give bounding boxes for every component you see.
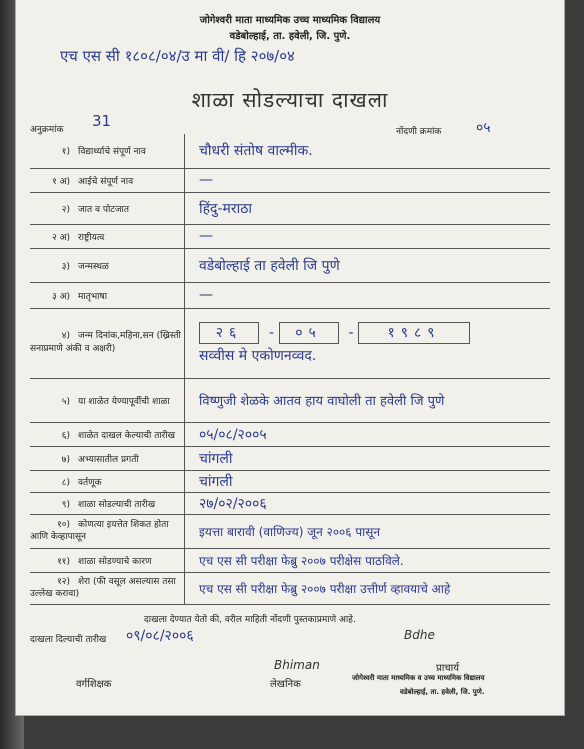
dob-day: २६	[199, 322, 259, 344]
row-label: शाळा सोडण्याचे कारण	[78, 556, 152, 567]
table-row: २) जात व पोटजात हिंदु-मराठा	[30, 192, 550, 224]
table-row: १२) शेरा (फी वसूल असल्यास तसा उल्लेख करावा) एच एस सी परीक्षा फेब्रु २००७ परीक्षा उत्तीर्ण व्हावयाचे आहे	[30, 572, 550, 604]
certificate-sheet	[16, 0, 564, 715]
issue-date-label: दाखला दिल्याची तारीख	[30, 635, 107, 645]
table-row: १) विद्यार्थ्याचे संपूर्ण नाव चौधरी संतोष वाल्मीक.	[30, 134, 550, 168]
row-value: विष्णुजी शेळके आतव हाय वाघोली ता हवेली जि पुणे	[185, 378, 551, 422]
row-label: जात व पोटजात	[78, 204, 129, 215]
row-label: वर्तणूक	[78, 477, 102, 488]
row-value: चांगली	[185, 470, 551, 492]
certificate-title: शाळा सोडल्याचा दाखला	[191, 88, 389, 112]
dob-words: सव्वीस मे एकोणनव्वद.	[199, 347, 317, 364]
row-value: —	[185, 224, 551, 248]
row-label: राष्ट्रीयत्व	[78, 232, 105, 243]
stamp-line-1: जोगेश्वरी माता माध्यमिक व उच्च माध्यमिक विद्यालय	[352, 674, 485, 682]
recognition-number: एच एस सी १८०८/०४/उ मा वी/ हि २०७/०४	[60, 47, 295, 65]
row-value: —	[185, 168, 551, 192]
principal-signature: Bdhe	[404, 628, 435, 642]
table-row: ३) जन्मस्थळ वडेबोल्हाई ता हवेली जि पुणे	[30, 248, 550, 282]
row-value: एच एस सी परीक्षा फेब्रु २००७ परीक्षा उत्तीर्ण व्हावयाचे आहे	[185, 572, 551, 604]
table-row: ९) शाळा सोडल्याची तारीख २७/०२/२००६	[30, 492, 550, 514]
row-label: अभ्यासातील प्रगती	[78, 454, 139, 465]
register-label: नोंदणी क्रमांक	[396, 127, 442, 137]
row-value: चांगली	[185, 446, 551, 470]
clerk-label: लेखनिक	[270, 679, 301, 690]
row-label: शाळा सोडल्याची तारीख	[78, 499, 156, 510]
serial-number: 31	[92, 112, 112, 130]
serial-label: अनुक्रमांक	[30, 125, 64, 135]
table-row: ४) जन्म दिनांक,महिना,सन (ख्रिस्ती सनाप्रमाणे अंकी व अक्षरी) २६ - ०५ - १९८९ सव्वीस मे एकोणनव्वद.	[30, 308, 550, 378]
table-row: ११) शाळा सोडण्याचे कारण एच एस सी परीक्षा फेब्रु २००७ परीक्षेस पाठविले.	[30, 548, 550, 572]
register-number: ०५	[476, 120, 491, 136]
row-value: २७/०२/२००६	[185, 492, 551, 514]
table-row: ५) या शाळेत येण्यापूर्वीची शाळा विष्णुजी शेळके आतव हाय वाघोली ता हवेली जि पुणे	[30, 378, 550, 422]
row-label: जन्मस्थळ	[78, 261, 109, 272]
row-label: या शाळेत येण्यापूर्वीची शाळा	[78, 396, 170, 407]
row-value: एच एस सी परीक्षा फेब्रु २००७ परीक्षेस पाठविले.	[185, 548, 551, 572]
row-value: —	[185, 282, 551, 308]
row-label: आईचे संपूर्ण नाव	[78, 176, 134, 187]
table-row: १०) कोणत्या इयत्तेत शिकत होता आणि केव्हापासून इयत्ता बारावी (वाणिज्य) जून २००६ पासून	[30, 514, 550, 548]
row-value: चौधरी संतोष वाल्मीक.	[185, 134, 551, 168]
table-row: ८) वर्तणूक चांगली	[30, 470, 550, 492]
row-label: विद्यार्थ्याचे संपूर्ण नाव	[78, 147, 146, 158]
details-table	[30, 134, 550, 605]
table-row: ३ अ) मातृभाषा —	[30, 282, 550, 308]
row-label: शेरा (फी वसूल असल्यास तसा उल्लेख करावा)	[30, 577, 176, 599]
row-value: हिंदु-मराठा	[185, 192, 551, 224]
class-teacher-label: वर्गशिक्षक	[76, 679, 112, 690]
row-value: ०५/०८/२००५	[185, 422, 551, 446]
principal-label: प्राचार्य	[436, 663, 460, 674]
row-label: कोणत्या इयत्तेत शिकत होता आणि केव्हापासून	[30, 520, 169, 542]
school-address: वडेबोल्हाई, ता. हवेली, जि. पुणे.	[229, 31, 351, 42]
issue-date-value: ०९/०८/२००६	[126, 628, 194, 644]
row-label: जन्म दिनांक,महिना,सन (ख्रिस्ती सनाप्रमाणे अंकी व अक्षरी)	[30, 331, 181, 354]
dob-year: १९८९	[358, 322, 470, 344]
dob-month: ०५	[279, 322, 339, 344]
school-name: जोगेश्वरी माता माध्यमिक उच्च माध्यमिक विद्यालय	[199, 15, 381, 26]
table-row: ६) शाळेत दाखल केल्याची तारीख ०५/०८/२००५	[30, 422, 550, 446]
row-value: इयत्ता बारावी (वाणिज्य) जून २००६ पासून	[185, 514, 551, 548]
clerk-signature: Bhiman	[274, 658, 320, 672]
table-row: १ अ) आईचे संपूर्ण नाव —	[30, 168, 550, 192]
stamp-line-2: वडेबोल्हाई, ता. हवेली, जि. पुणे.	[400, 688, 485, 696]
row-label: मातृभाषा	[78, 291, 108, 302]
row-label: शाळेत दाखल केल्याची तारीख	[78, 430, 176, 441]
row-value: वडेबोल्हाई ता हवेली जि पुणे	[185, 248, 551, 282]
certify-statement: दाखला देण्यात येतो की, वरील माहिती नोंदणी पुस्तकाप्रमाणे आहे.	[144, 615, 356, 625]
dob-cell: २६ - ०५ - १९८९ सव्वीस मे एकोणनव्वद.	[185, 308, 551, 378]
table-row: २ अ) राष्ट्रीयत्व —	[30, 224, 550, 248]
table-row: ७) अभ्यासातील प्रगती चांगली	[30, 446, 550, 470]
